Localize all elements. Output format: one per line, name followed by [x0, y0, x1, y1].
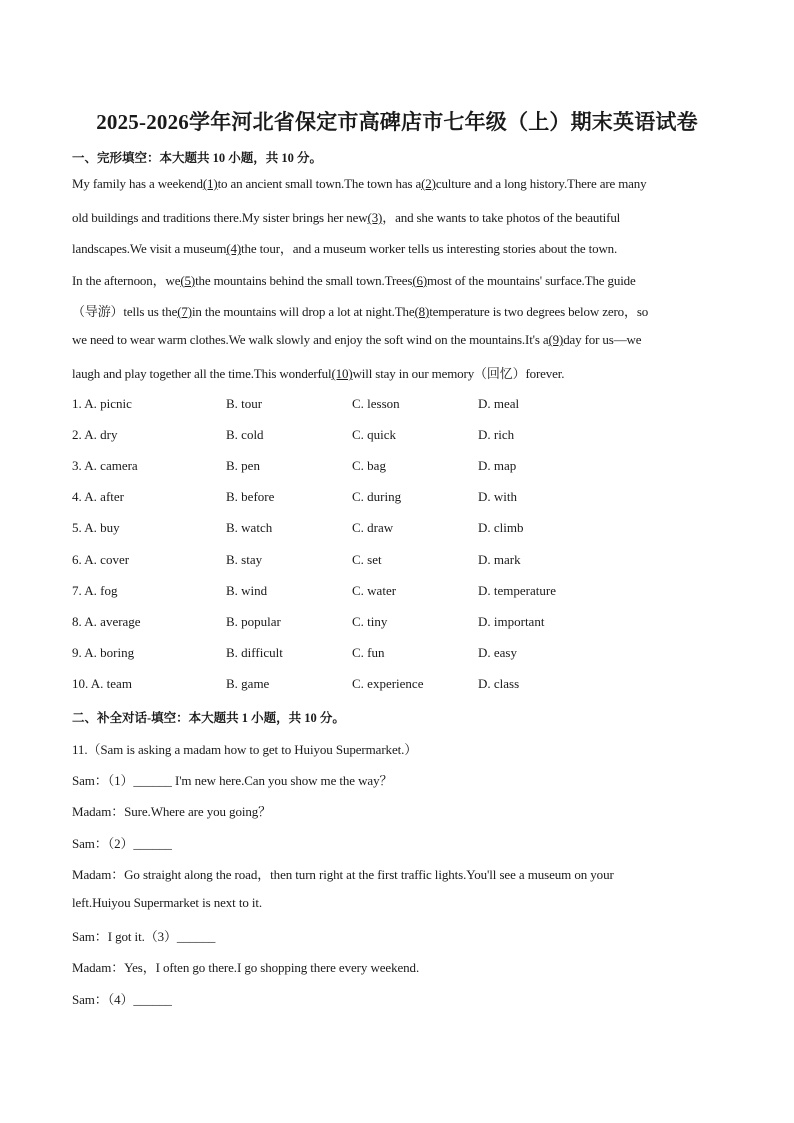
passage-line: [72, 238, 722, 257]
passage-line: [72, 207, 722, 226]
option-d: D. important: [478, 613, 545, 629]
option-b: B. game: [226, 675, 270, 691]
question-options-row: [72, 396, 722, 414]
option-b: B. watch: [226, 520, 273, 536]
question-options-row: [72, 427, 722, 445]
passage-text: will stay in our memory（回忆）forever.: [352, 366, 565, 382]
passage-text: day for us—we: [563, 332, 642, 347]
option-c: C. water: [352, 582, 397, 598]
option-a: 2. A. dry: [72, 427, 118, 443]
dialogue-line: Sam：（2）______: [72, 835, 172, 851]
dialogue-line: Madam：Sure.Where are you going？: [72, 804, 272, 820]
option-b: B. tour: [226, 396, 263, 411]
blank-number: (7): [177, 303, 192, 319]
exam-title: 2025-2026学年河北省保定市高碑店市七年级（上）期末英语试卷: [96, 110, 698, 134]
question-options-row: [72, 520, 722, 538]
question-options-row: [72, 676, 722, 694]
question-options-row: [72, 583, 722, 601]
option-b: B. before: [226, 489, 275, 505]
question-options-row: [72, 645, 722, 663]
question-options-row: [72, 552, 722, 570]
option-a: 7. A. fog: [72, 582, 118, 598]
passage-text: ，and she wants to take photos of the beautiful: [382, 210, 621, 226]
option-d: D. meal: [478, 396, 520, 411]
option-d: D. with: [478, 489, 517, 505]
option-b: B. popular: [226, 613, 281, 629]
passage-text: temperature is two degrees below zero，so: [429, 303, 649, 319]
passage-text: old buildings and traditions there.My sister brings her new: [72, 210, 368, 226]
passage-line: [72, 363, 722, 382]
option-d: D. mark: [478, 551, 521, 567]
blank-number: (6): [412, 272, 428, 288]
option-d: D. temperature: [478, 582, 556, 598]
passage-line: [72, 332, 722, 348]
option-d: D. climb: [478, 520, 524, 536]
option-a: 10. A. team: [72, 675, 132, 691]
option-a: 4. A. after: [72, 489, 124, 505]
option-a: 3. A. camera: [72, 458, 138, 474]
passage-text: In the afternoon，we: [72, 272, 181, 288]
option-b: B. stay: [226, 551, 263, 567]
option-c: C. during: [352, 489, 402, 505]
option-b: B. wind: [226, 582, 268, 598]
option-d: D. map: [478, 458, 517, 474]
option-a: 8. A. average: [72, 613, 141, 629]
blank-number: (5): [180, 272, 196, 288]
option-c: C. set: [352, 551, 382, 567]
passage-text: in the mountains will drop a lot at night.The: [191, 303, 415, 319]
dialogue-line: Madam：Yes，I often go there.I go shopping there every weekend.: [72, 960, 420, 976]
dialogue-line: left.Huiyou Supermarket is next to it.: [72, 895, 263, 910]
passage-text: My family has a weekend: [72, 176, 203, 191]
blank-number: (2): [421, 176, 436, 191]
option-d: D. class: [478, 675, 520, 691]
option-c: C. tiny: [352, 613, 388, 629]
question-options-row: [72, 614, 722, 632]
passage-text: most of the mountains' surface.The guide: [427, 272, 636, 288]
option-d: D. easy: [478, 644, 517, 660]
option-c: C. bag: [352, 458, 386, 474]
dialogue-line: Sam：（4）______: [72, 991, 172, 1007]
blank-number: (4): [226, 241, 242, 257]
passage-text: we need to wear warm clothes.We walk slowly and enjoy the soft wind on the mountains.It's a: [72, 332, 549, 347]
section-1-heading: 一、完形填空：本大题共 10 小题，共 10 分。: [72, 151, 323, 165]
passage-text: culture and a long history.There are many: [435, 176, 647, 191]
option-c: C. draw: [352, 520, 394, 536]
option-a: 9. A. boring: [72, 644, 135, 660]
dialogue-line: Madam：Go straight along the road，then turn right at the first traffic lights.You'll see a museum on your: [72, 866, 614, 882]
passage-text: the mountains behind the small town.Trees: [195, 272, 413, 288]
option-a: 1. A. picnic: [72, 396, 132, 411]
question-options-row: [72, 489, 722, 507]
passage-line: [72, 270, 722, 289]
option-b: B. pen: [226, 458, 260, 474]
option-c: C. quick: [352, 427, 397, 443]
option-b: B. cold: [226, 427, 264, 443]
option-c: C. fun: [352, 644, 385, 660]
blank-number: (9): [548, 332, 564, 347]
option-c: C. experience: [352, 675, 424, 691]
blank-number: (1): [202, 176, 218, 191]
question-options-row: [72, 458, 722, 476]
blank-number: (3): [367, 210, 383, 226]
blank-number: (10): [331, 366, 353, 382]
option-a: 5. A. buy: [72, 520, 120, 536]
passage-text: （导游）tells us the: [72, 303, 178, 319]
option-b: B. difficult: [226, 644, 283, 660]
blank-number: (8): [414, 303, 430, 319]
dialogue-line: 11.（Sam is asking a madam how to get to Huiyou Supermarket.）: [72, 742, 418, 757]
passage-text: laugh and play together all the time.This wonderful: [72, 366, 332, 382]
option-c: C. lesson: [352, 396, 400, 411]
option-d: D. rich: [478, 427, 515, 443]
dialogue-line: Sam：I got it.（3）______: [72, 929, 216, 945]
passage-text: the tour，and a museum worker tells us interesting stories about the town.: [241, 241, 618, 257]
passage-line: [72, 176, 722, 192]
section-2-heading: 二、补全对话-填空：本大题共 1 小题，共 10 分。: [72, 711, 345, 725]
dialogue-line: Sam：（1）______ I'm new here.Can you show me the way？: [72, 773, 393, 789]
passage-text: landscapes.We visit a museum: [72, 241, 227, 257]
passage-line: [72, 301, 722, 320]
passage-text: to an ancient small town.The town has a: [217, 176, 422, 191]
option-a: 6. A. cover: [72, 551, 130, 567]
